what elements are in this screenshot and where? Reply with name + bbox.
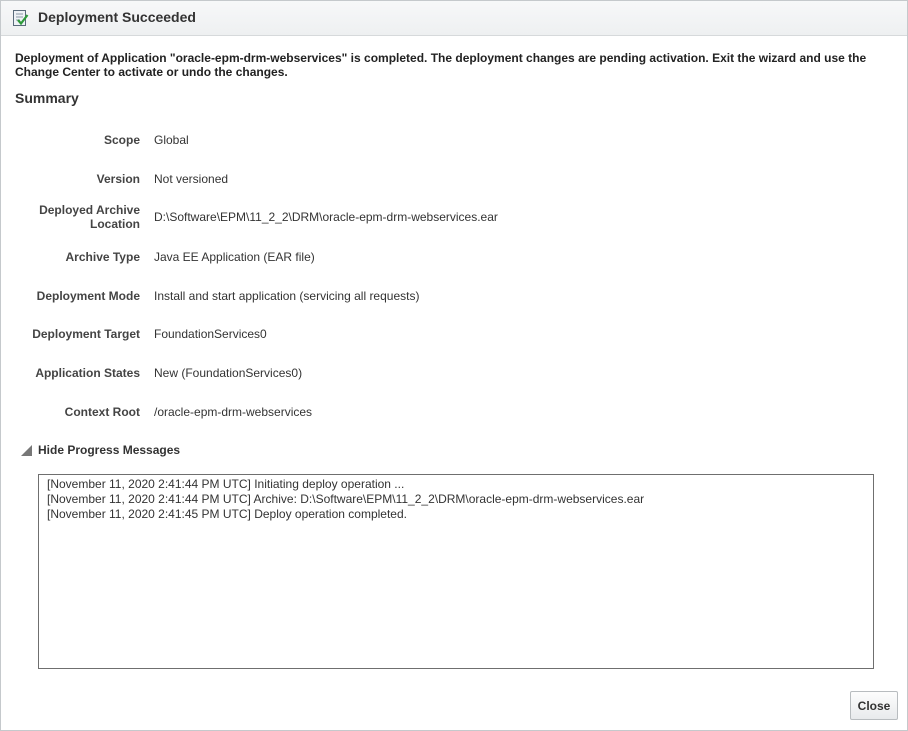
- summary-value: Not versioned: [154, 172, 229, 186]
- progress-message: [November 11, 2020 2:41:44 PM UTC] Archive: D:\Software\EPM\11_2_2\DRM\oracle-epm-drm-webservices.ear: [47, 492, 645, 506]
- summary-value: Install and start application (servicing all requests): [154, 289, 420, 303]
- summary-label: Version: [96, 172, 140, 186]
- summary-value: New (FoundationServices0): [154, 366, 303, 380]
- summary-label: Context Root: [64, 405, 140, 419]
- summary-row-deployed-archive-location: [1, 202, 907, 232]
- summary-label: Scope: [103, 133, 140, 147]
- progress-message: [November 11, 2020 2:41:44 PM UTC] Initiating deploy operation ...: [47, 477, 405, 491]
- summary-row-context-root: [1, 404, 907, 434]
- summary-label: Application States: [35, 366, 140, 380]
- dialog-title-bar: [1, 1, 907, 36]
- deployment-success-icon: [11, 9, 29, 27]
- progress-message: [November 11, 2020 2:41:45 PM UTC] Deploy operation completed.: [47, 507, 407, 521]
- summary-label: Deployment Target: [32, 327, 140, 341]
- progress-messages-box[interactable]: [38, 474, 874, 669]
- summary-row-application-states: [1, 365, 907, 395]
- summary-value: Global: [154, 133, 189, 147]
- deployment-message: Deployment of Application "oracle-epm-drm-webservices" is completed. The deployment changes are pending activation. Exit the wizard and use the Change Center to activate or undo the changes.: [15, 51, 867, 79]
- summary-value: D:\Software\EPM\11_2_2\DRM\oracle-epm-drm-webservices.ear: [154, 210, 498, 224]
- summary-row-deployment-target: [1, 326, 907, 356]
- summary-label: Deployed Archive Location: [39, 203, 140, 231]
- hide-progress-messages-label[interactable]: Hide Progress Messages: [38, 443, 181, 457]
- dialog-title: Deployment Succeeded: [38, 9, 196, 25]
- summary-label: Deployment Mode: [36, 289, 140, 303]
- summary-row-deployment-mode: [1, 288, 907, 318]
- disclosure-triangle-icon[interactable]: [21, 445, 32, 456]
- close-button[interactable]: Close: [850, 691, 898, 720]
- summary-value: FoundationServices0: [154, 327, 267, 341]
- summary-label: Archive Type: [65, 250, 140, 264]
- summary-row-scope: [1, 132, 907, 162]
- summary-row-archive-type: [1, 249, 907, 279]
- summary-value: /oracle-epm-drm-webservices: [154, 405, 313, 419]
- summary-value: Java EE Application (EAR file): [154, 250, 315, 264]
- summary-row-version: [1, 171, 907, 201]
- summary-heading: Summary: [15, 90, 79, 106]
